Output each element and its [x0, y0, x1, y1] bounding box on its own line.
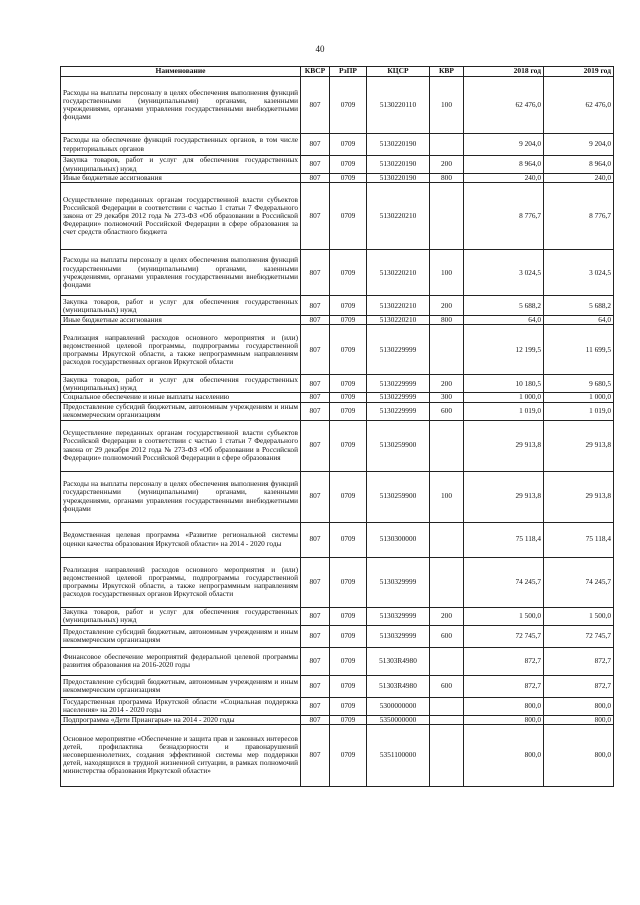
cell-rzpr: 0709	[330, 647, 367, 675]
cell-kcsr: 51303R4980	[367, 647, 430, 675]
cell-kcsr: 5350000000	[367, 715, 430, 724]
cell-2019: 8 964,0	[544, 156, 614, 174]
table-row	[61, 522, 614, 557]
cell-2018: 9 204,0	[464, 134, 544, 156]
cell-rzpr: 0709	[330, 296, 367, 316]
cell-kvr: 200	[430, 375, 464, 393]
cell-kcsr: 5130329999	[367, 607, 430, 625]
cell-2019: 800,0	[544, 697, 614, 715]
cell-kvsr: 807	[301, 325, 330, 375]
cell-2019: 74 245,7	[544, 557, 614, 607]
cell-2019: 1 500,0	[544, 607, 614, 625]
cell-name: Осуществление переданных органам государственной власти субъектов Российской Федерации в соответствии с частью 1 статьи 7 Федерального закона от 29 декабря 2012 года № 273-ФЗ «Об образовании в Российской Федерации» полномочий Российской Федерации в сфере образования за счет средств областного бюджета	[61, 183, 301, 250]
cell-kcsr: 5130220210	[367, 316, 430, 325]
cell-name: Ведомственная целевая программа «Развитие региональной системы оценки качества образования Иркутской области» на 2014 - 2020 годы	[61, 522, 301, 557]
cell-2018: 75 118,4	[464, 522, 544, 557]
cell-2018: 64,0	[464, 316, 544, 325]
cell-kcsr: 5130220210	[367, 183, 430, 250]
cell-kvr: 200	[430, 156, 464, 174]
cell-2018: 5 688,2	[464, 296, 544, 316]
cell-2018: 3 024,5	[464, 250, 544, 296]
cell-name: Иные бюджетные ассигнования	[61, 174, 301, 183]
cell-name: Расходы на выплаты персоналу в целях обеспечения выполнения функций государственными (муниципальными) органами, казенными учреждениями, органами управления государственными внебюджетными фондами	[61, 250, 301, 296]
cell-rzpr: 0709	[330, 375, 367, 393]
cell-2018: 8 964,0	[464, 156, 544, 174]
cell-kvr	[430, 724, 464, 786]
cell-2019: 64,0	[544, 316, 614, 325]
cell-rzpr: 0709	[330, 134, 367, 156]
cell-kvr	[430, 715, 464, 724]
cell-name: Реализация направлений расходов основного мероприятия и (или) ведомственной целевой программы, подпрограммы государственной программы Иркутской области, а также непрограммным направлениям расходов государственных органов Иркутской области	[61, 557, 301, 607]
cell-kvsr: 807	[301, 522, 330, 557]
cell-name: Расходы на обеспечение функций государственных органов, в том числе территориальных органов	[61, 134, 301, 156]
cell-name: Предоставление субсидий бюджетным, автономным учреждениям и иным некоммерческим организациям	[61, 625, 301, 647]
header-2019: 2019 год	[544, 67, 614, 77]
table-row	[61, 183, 614, 250]
cell-rzpr: 0709	[330, 715, 367, 724]
header-kcsr: КЦСР	[367, 67, 430, 77]
cell-kvsr: 807	[301, 77, 330, 134]
cell-2019: 3 024,5	[544, 250, 614, 296]
cell-name: Подпрограмма «Дети Приангарья» на 2014 - 2020 годы	[61, 715, 301, 724]
cell-rzpr: 0709	[330, 316, 367, 325]
cell-kcsr: 5130220190	[367, 156, 430, 174]
cell-kvsr: 807	[301, 715, 330, 724]
cell-2018: 800,0	[464, 724, 544, 786]
cell-rzpr: 0709	[330, 697, 367, 715]
cell-kcsr: 5130220190	[367, 134, 430, 156]
cell-kvr: 200	[430, 296, 464, 316]
table-row	[61, 134, 614, 156]
cell-2018: 72 745,7	[464, 625, 544, 647]
cell-2019: 75 118,4	[544, 522, 614, 557]
cell-name: Закупка товаров, работ и услуг для обеспечения государственных (муниципальных) нужд	[61, 375, 301, 393]
cell-2019: 5 688,2	[544, 296, 614, 316]
cell-kvr	[430, 557, 464, 607]
table-row	[61, 375, 614, 393]
table-row	[61, 557, 614, 607]
table-row	[61, 296, 614, 316]
cell-2019: 872,7	[544, 647, 614, 675]
cell-kvsr: 807	[301, 471, 330, 522]
cell-rzpr: 0709	[330, 183, 367, 250]
cell-kvr: 300	[430, 393, 464, 402]
cell-kvsr: 807	[301, 724, 330, 786]
cell-2018: 872,7	[464, 675, 544, 697]
cell-kcsr: 5130329999	[367, 625, 430, 647]
cell-name: Расходы на выплаты персоналу в целях обеспечения выполнения функций государственными (муниципальными) органами, казенными учреждениями, органами управления государственными внебюджетными фондами	[61, 471, 301, 522]
cell-2018: 10 180,5	[464, 375, 544, 393]
cell-kvsr: 807	[301, 607, 330, 625]
cell-kcsr: 5130229999	[367, 375, 430, 393]
table-row	[61, 471, 614, 522]
cell-2018: 74 245,7	[464, 557, 544, 607]
cell-kvsr: 807	[301, 697, 330, 715]
cell-kcsr: 5130229999	[367, 393, 430, 402]
cell-kcsr: 5130220110	[367, 77, 430, 134]
cell-name: Социальное обеспечение и иные выплаты населению	[61, 393, 301, 402]
cell-kcsr: 51303R4980	[367, 675, 430, 697]
table-row	[61, 724, 614, 786]
cell-2019: 29 913,8	[544, 471, 614, 522]
cell-2019: 62 476,0	[544, 77, 614, 134]
cell-kvr	[430, 697, 464, 715]
cell-rzpr: 0709	[330, 420, 367, 471]
cell-kvsr: 807	[301, 316, 330, 325]
cell-kcsr: 5351100000	[367, 724, 430, 786]
table-row	[61, 316, 614, 325]
cell-kvr	[430, 522, 464, 557]
cell-kcsr: 5130220190	[367, 174, 430, 183]
header-rzpr: РзПР	[330, 67, 367, 77]
header-name: Наименование	[61, 67, 301, 77]
cell-kvsr: 807	[301, 402, 330, 420]
cell-kvr	[430, 325, 464, 375]
table-row	[61, 393, 614, 402]
cell-kvr: 100	[430, 250, 464, 296]
cell-kvr: 200	[430, 607, 464, 625]
cell-2019: 1 000,0	[544, 393, 614, 402]
cell-rzpr: 0709	[330, 77, 367, 134]
cell-name: Закупка товаров, работ и услуг для обеспечения государственных (муниципальных) нужд	[61, 296, 301, 316]
cell-kvr: 800	[430, 316, 464, 325]
cell-name: Предоставление субсидий бюджетным, автономным учреждениям и иным некоммерческим организациям	[61, 675, 301, 697]
cell-kvsr: 807	[301, 393, 330, 402]
cell-rzpr: 0709	[330, 724, 367, 786]
cell-name: Финансовое обеспечение мероприятий федеральной целевой программы развития образования на 2016-2020 годы	[61, 647, 301, 675]
cell-rzpr: 0709	[330, 393, 367, 402]
cell-rzpr: 0709	[330, 156, 367, 174]
cell-2018: 29 913,8	[464, 471, 544, 522]
table-row	[61, 174, 614, 183]
cell-2019: 8 776,7	[544, 183, 614, 250]
cell-kvr: 600	[430, 402, 464, 420]
cell-kvr	[430, 647, 464, 675]
cell-kcsr: 5300000000	[367, 697, 430, 715]
cell-name: Основное мероприятие «Обеспечение и защита прав и законных интересов детей, профилактика безнадзорности и правонарушений несовершеннолетних, создания эффективной системы мер поддержки детей, находящихся в трудной жизненной ситуации, в рамках полномочий министерства образования Иркутской области»	[61, 724, 301, 786]
cell-2018: 12 199,5	[464, 325, 544, 375]
table-row	[61, 156, 614, 174]
page-number: 40	[315, 44, 325, 54]
cell-kcsr: 5130259900	[367, 420, 430, 471]
cell-name: Иные бюджетные ассигнования	[61, 316, 301, 325]
table-row	[61, 325, 614, 375]
cell-2019: 29 913,8	[544, 420, 614, 471]
cell-2019: 872,7	[544, 675, 614, 697]
cell-rzpr: 0709	[330, 250, 367, 296]
cell-rzpr: 0709	[330, 607, 367, 625]
cell-kvsr: 807	[301, 134, 330, 156]
cell-name: Осуществление переданных органам государственной власти субъектов Российской Федерации в соответствии с частью 1 статьи 7 Федерального закона от 29 декабря 2012 года № 273-ФЗ «Об образовании в Российской Федерации» полномочий Российской Федерации в сфере образования	[61, 420, 301, 471]
cell-2019: 1 019,0	[544, 402, 614, 420]
cell-kcsr: 5130220210	[367, 250, 430, 296]
cell-kvr	[430, 183, 464, 250]
cell-kvr	[430, 420, 464, 471]
table-row	[61, 675, 614, 697]
cell-kvsr: 807	[301, 250, 330, 296]
table-header-row	[61, 67, 614, 77]
cell-2019: 240,0	[544, 174, 614, 183]
cell-kvr: 800	[430, 174, 464, 183]
cell-name: Расходы на выплаты персоналу в целях обеспечения выполнения функций государственными (муниципальными) органами, казенными учреждениями, органами управления государственными внебюджетными фондами	[61, 77, 301, 134]
cell-kvsr: 807	[301, 675, 330, 697]
header-2018: 2018 год	[464, 67, 544, 77]
cell-2019: 800,0	[544, 724, 614, 786]
cell-name: Закупка товаров, работ и услуг для обеспечения государственных (муниципальных) нужд	[61, 156, 301, 174]
cell-2019: 9 204,0	[544, 134, 614, 156]
table-row	[61, 697, 614, 715]
cell-kvr: 100	[430, 77, 464, 134]
cell-2019: 9 680,5	[544, 375, 614, 393]
cell-kvsr: 807	[301, 557, 330, 607]
cell-kvsr: 807	[301, 420, 330, 471]
cell-kcsr: 5130329999	[367, 557, 430, 607]
cell-kcsr: 5130220210	[367, 296, 430, 316]
cell-name: Предоставление субсидий бюджетным, автономным учреждениям и иным некоммерческим организациям	[61, 402, 301, 420]
cell-rzpr: 0709	[330, 557, 367, 607]
cell-kvr: 600	[430, 625, 464, 647]
cell-kvr: 600	[430, 675, 464, 697]
header-kvsr: КВСР	[301, 67, 330, 77]
cell-kvsr: 807	[301, 375, 330, 393]
cell-rzpr: 0709	[330, 402, 367, 420]
table-row	[61, 647, 614, 675]
cell-2018: 1 019,0	[464, 402, 544, 420]
cell-2018: 872,7	[464, 647, 544, 675]
table-row	[61, 402, 614, 420]
cell-kvr	[430, 134, 464, 156]
table-row	[61, 607, 614, 625]
cell-2018: 1 500,0	[464, 607, 544, 625]
table-row	[61, 625, 614, 647]
cell-2018: 240,0	[464, 174, 544, 183]
cell-name: Закупка товаров, работ и услуг для обеспечения государственных (муниципальных) нужд	[61, 607, 301, 625]
cell-rzpr: 0709	[330, 625, 367, 647]
table-row	[61, 420, 614, 471]
cell-kcsr: 5130300000	[367, 522, 430, 557]
cell-kvsr: 807	[301, 296, 330, 316]
cell-2018: 1 000,0	[464, 393, 544, 402]
cell-2018: 8 776,7	[464, 183, 544, 250]
cell-kcsr: 5130229999	[367, 325, 430, 375]
cell-rzpr: 0709	[330, 522, 367, 557]
cell-rzpr: 0709	[330, 675, 367, 697]
cell-rzpr: 0709	[330, 174, 367, 183]
cell-name: Государственная программа Иркутской области «Социальная поддержка населения» на 2014 - 2020 годы	[61, 697, 301, 715]
cell-kvsr: 807	[301, 156, 330, 174]
table-row	[61, 250, 614, 296]
cell-2018: 800,0	[464, 697, 544, 715]
table-row	[61, 715, 614, 724]
cell-kvsr: 807	[301, 183, 330, 250]
cell-2018: 29 913,8	[464, 420, 544, 471]
cell-2018: 62 476,0	[464, 77, 544, 134]
cell-kvsr: 807	[301, 647, 330, 675]
cell-2019: 11 699,5	[544, 325, 614, 375]
budget-table	[60, 66, 614, 787]
table-row	[61, 77, 614, 134]
header-kvr: КВР	[430, 67, 464, 77]
cell-2019: 800,0	[544, 715, 614, 724]
cell-kvr: 100	[430, 471, 464, 522]
cell-kcsr: 5130229999	[367, 402, 430, 420]
cell-kcsr: 5130259900	[367, 471, 430, 522]
cell-kvsr: 807	[301, 174, 330, 183]
cell-rzpr: 0709	[330, 325, 367, 375]
cell-rzpr: 0709	[330, 471, 367, 522]
cell-kvsr: 807	[301, 625, 330, 647]
cell-name: Реализация направлений расходов основного мероприятия и (или) ведомственной целевой программы, подпрограммы государственной программы Иркутской области, а также непрограммным направлениям расходов государственных органов Иркутской области	[61, 325, 301, 375]
cell-2018: 800,0	[464, 715, 544, 724]
cell-2019: 72 745,7	[544, 625, 614, 647]
